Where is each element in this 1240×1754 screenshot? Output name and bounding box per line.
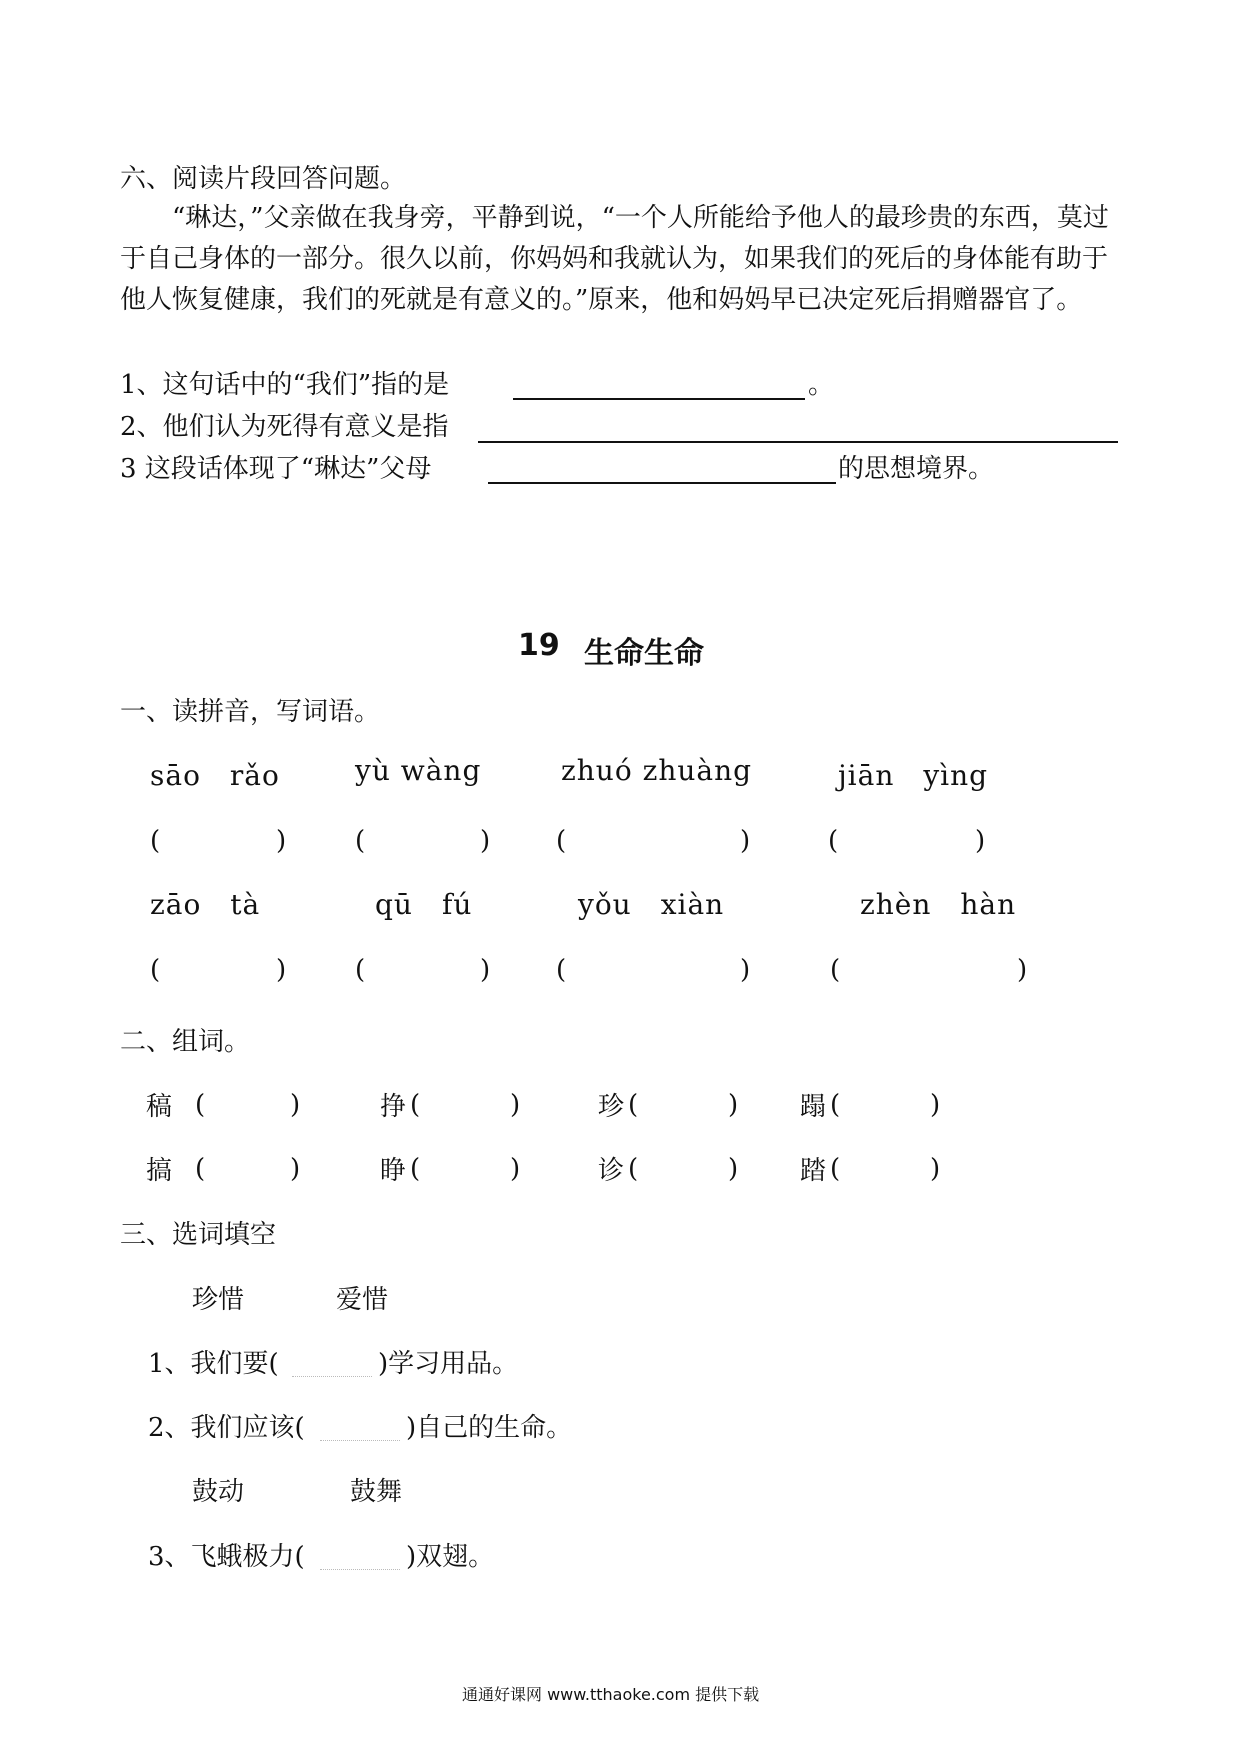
answer-box-2-close: ) xyxy=(480,826,491,856)
char-row2-3: 诊 xyxy=(598,1156,625,1186)
word-choice-1: 珍惜 xyxy=(192,1285,245,1315)
word-box-2-open[interactable]: ( xyxy=(410,1090,421,1120)
pinyin-4: jiān yìng xyxy=(838,759,989,792)
char-row1-4: 蹋 xyxy=(800,1092,827,1122)
pinyin-6: qū fú xyxy=(375,888,473,921)
pinyin-7: yǒu xiàn xyxy=(578,888,725,921)
answer-box-8-open[interactable]: ( xyxy=(830,955,841,985)
footer-credit: 通通好课网 www.tthaoke.com 提供下载 xyxy=(462,1685,760,1704)
part3-heading: 三、选词填空 xyxy=(120,1220,277,1250)
answer-box-7-open[interactable]: ( xyxy=(556,955,567,985)
sentence-1-blank[interactable] xyxy=(292,1376,372,1377)
pinyin-5: zāo tà xyxy=(150,888,261,921)
answer-box-8-close: ) xyxy=(1017,955,1028,985)
sentence-3-blank[interactable] xyxy=(320,1569,400,1570)
lesson-title: 生命生命 xyxy=(584,636,704,671)
answer-box-5-close: ) xyxy=(276,955,287,985)
char-row1-3: 珍 xyxy=(598,1092,625,1122)
word-box-2-close: ) xyxy=(510,1090,521,1120)
section6-heading: 六、阅读片段回答问题。 xyxy=(120,164,407,194)
answer-box-6-open[interactable]: ( xyxy=(355,955,366,985)
word-box-7-close: ) xyxy=(728,1154,739,1184)
answer-box-1-close: ) xyxy=(276,826,287,856)
word-box-6-open[interactable]: ( xyxy=(410,1154,421,1184)
question-3-prefix: 3 这段话体现了“琳达”父母 xyxy=(120,454,432,484)
char-row2-4: 踏 xyxy=(800,1156,827,1186)
char-row2-1: 搞 xyxy=(146,1156,173,1186)
word-box-8-open[interactable]: ( xyxy=(830,1154,841,1184)
answer-box-3-open[interactable]: ( xyxy=(556,826,567,856)
pinyin-8: zhèn hàn xyxy=(860,888,1017,921)
answer-box-6-close: ) xyxy=(480,955,491,985)
sentence-2-prefix: 2、我们应该( xyxy=(148,1413,305,1443)
sentence-2-suffix: )自己的生命。 xyxy=(406,1413,573,1443)
part1-heading: 一、读拼音，写词语。 xyxy=(120,697,381,727)
char-row2-2: 睁 xyxy=(380,1156,407,1186)
question-1-suffix: 。 xyxy=(808,370,835,400)
question-2-prefix: 2、他们认为死得有意义是指 xyxy=(120,412,449,442)
char-row1-1: 稿 xyxy=(146,1092,173,1122)
question-1-answer-line[interactable] xyxy=(513,398,805,400)
question-1-prefix: 1、这句话中的“我们”指的是 xyxy=(120,370,450,400)
word-box-6-close: ) xyxy=(510,1154,521,1184)
word-box-8-close: ) xyxy=(930,1154,941,1184)
answer-box-4-open[interactable]: ( xyxy=(828,826,839,856)
word-choice-2: 爱惜 xyxy=(336,1285,389,1315)
word-box-7-open[interactable]: ( xyxy=(628,1154,639,1184)
char-row1-2: 挣 xyxy=(380,1092,407,1122)
sentence-2-blank[interactable] xyxy=(320,1440,400,1441)
sentence-1-suffix: )学习用品。 xyxy=(378,1349,519,1379)
word-box-4-close: ) xyxy=(930,1090,941,1120)
sentence-3-prefix: 3、飞蛾极力( xyxy=(148,1542,305,1572)
question-3-answer-line[interactable] xyxy=(488,482,836,484)
word-box-3-open[interactable]: ( xyxy=(628,1090,639,1120)
answer-box-5-open[interactable]: ( xyxy=(150,955,161,985)
pinyin-3: zhuó zhuàng xyxy=(561,754,753,787)
answer-box-7-close: ) xyxy=(740,955,751,985)
sentence-1-prefix: 1、我们要( xyxy=(148,1349,279,1379)
pinyin-1: sāo rǎo xyxy=(150,759,280,792)
sentence-3-suffix: )双翅。 xyxy=(406,1542,495,1572)
answer-box-4-close: ) xyxy=(975,826,986,856)
reading-passage: “琳达，”父亲做在我身旁，平静到说，“一个人所能给予他人的最珍贵的东西，莫过于自己身体的一部分。很久以前，你妈妈和我就认为，如果我们的死后的身体能有助于他人恢复健康，我们的死就是有意义的。”原来，他和妈妈早已决定死后捐赠器官了。 xyxy=(120,203,1109,315)
word-box-4-open[interactable]: ( xyxy=(830,1090,841,1120)
answer-box-3-close: ) xyxy=(740,826,751,856)
question-3-suffix: 的思想境界。 xyxy=(838,454,995,484)
pinyin-2: yù wàng xyxy=(355,754,482,787)
lesson-number: 19 xyxy=(518,628,560,663)
word-box-1-open[interactable]: ( xyxy=(195,1090,206,1120)
word-box-5-close: ) xyxy=(290,1154,301,1184)
answer-box-1-open[interactable]: ( xyxy=(150,826,161,856)
word-box-3-close: ) xyxy=(728,1090,739,1120)
part2-heading: 二、组词。 xyxy=(120,1027,251,1057)
word-choice-3: 鼓动 xyxy=(192,1477,245,1507)
word-choice-4: 鼓舞 xyxy=(350,1477,403,1507)
answer-box-2-open[interactable]: ( xyxy=(355,826,366,856)
word-box-1-close: ) xyxy=(290,1090,301,1120)
question-2-answer-line[interactable] xyxy=(478,441,1118,443)
word-box-5-open[interactable]: ( xyxy=(195,1154,206,1184)
